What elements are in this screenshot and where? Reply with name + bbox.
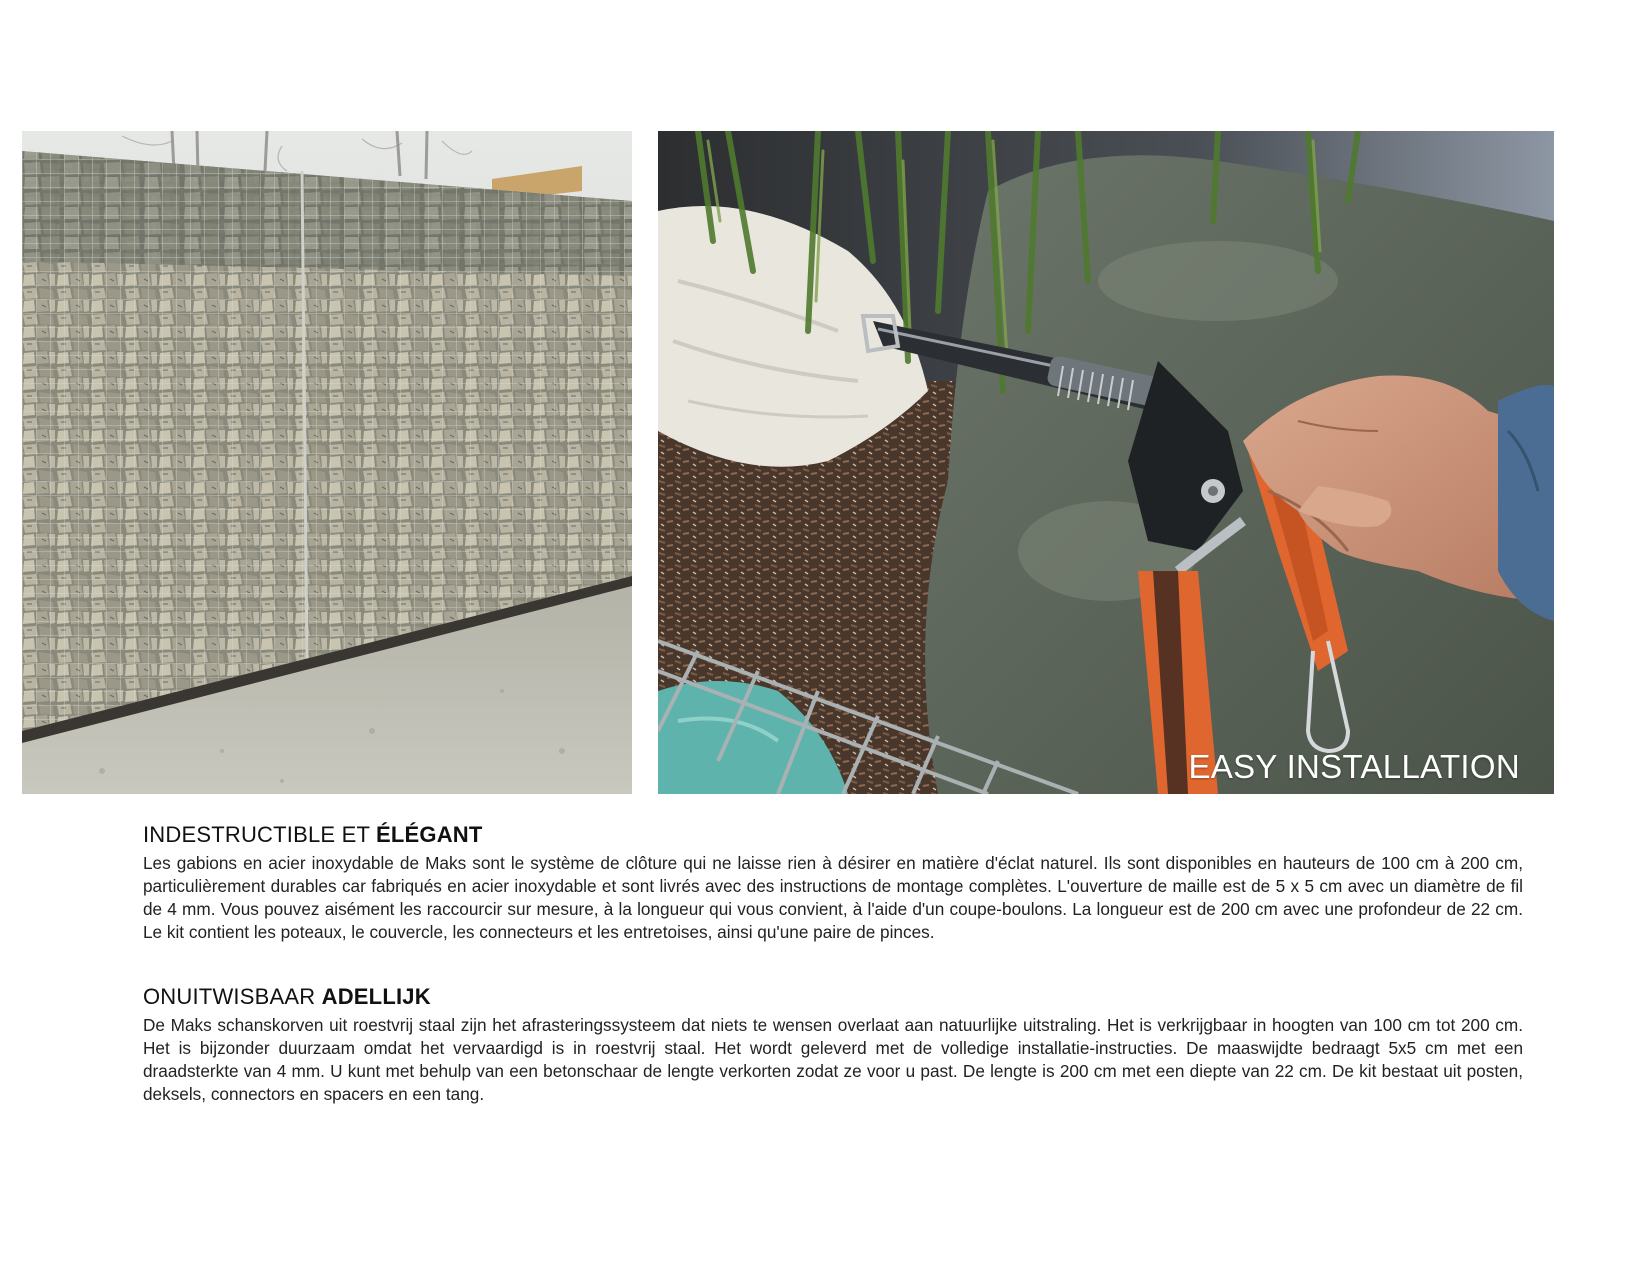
gabion-wall-photo — [22, 131, 632, 794]
easy-installation-caption: EASY INSTALLATION — [1188, 748, 1520, 785]
installation-photo — [658, 131, 1554, 794]
installation-image — [658, 131, 1554, 794]
french-heading-plain: INDESTRUCTIBLE ET — [143, 822, 377, 847]
french-section — [143, 822, 1523, 944]
dutch-heading-plain: ONUITWISBAAR — [143, 984, 322, 1009]
dutch-section — [143, 984, 1523, 1106]
french-heading-bold: ÉLÉGANT — [376, 822, 483, 847]
dutch-heading-bold: ADELLIJK — [321, 984, 431, 1009]
gabion-wall-image — [22, 131, 632, 794]
french-body: Les gabions en acier inoxydable de Maks sont le système de clôture qui ne laisse rien à désirer en matière d'éclat naturel. Ils sont disponibles en hauteurs de 100 cm à 200 cm, particulièrement durables car fabriqués en acier inoxydable et sont livrés avec des instructions de montage complètes. L'ouverture de maille est de 5 x 5 cm avec un diamètre de fil de 4 mm. Vous pouvez aisément les raccourcir sur mesure, à la longueur qui vous convient, à l'aide d'un coupe-boulons. La longueur est de 200 cm avec une profondeur de 22 cm. Le kit contient les poteaux, le couvercle, les connecteurs et les entretoises, ainsi qu'une paire de pinces. — [143, 853, 1523, 942]
dutch-heading — [143, 984, 1523, 1010]
french-heading — [143, 822, 1523, 848]
dutch-body: De Maks schanskorven uit roestvrij staal zijn het afrasteringssysteem dat niets te wensen overlaat aan natuurlijke uitstraling. Het is verkrijgbaar in hoogten van 100 cm tot 200 cm. Het is bijzonder duurzaam omdat het vervaardigd is in roestvrij staal. Het wordt geleverd met de volledige installatie-instructies. De maaswijdte bedraagt 5x5 cm met een draadsterkte van 4 mm. U kunt met behulp van een betonschaar de lengte verkorten zodat ze voor u past. De lengte is 200 cm met een diepte van 22 cm. De kit bestaat uit posten, deksels, connectors en spacers en een tang. — [143, 1015, 1523, 1104]
